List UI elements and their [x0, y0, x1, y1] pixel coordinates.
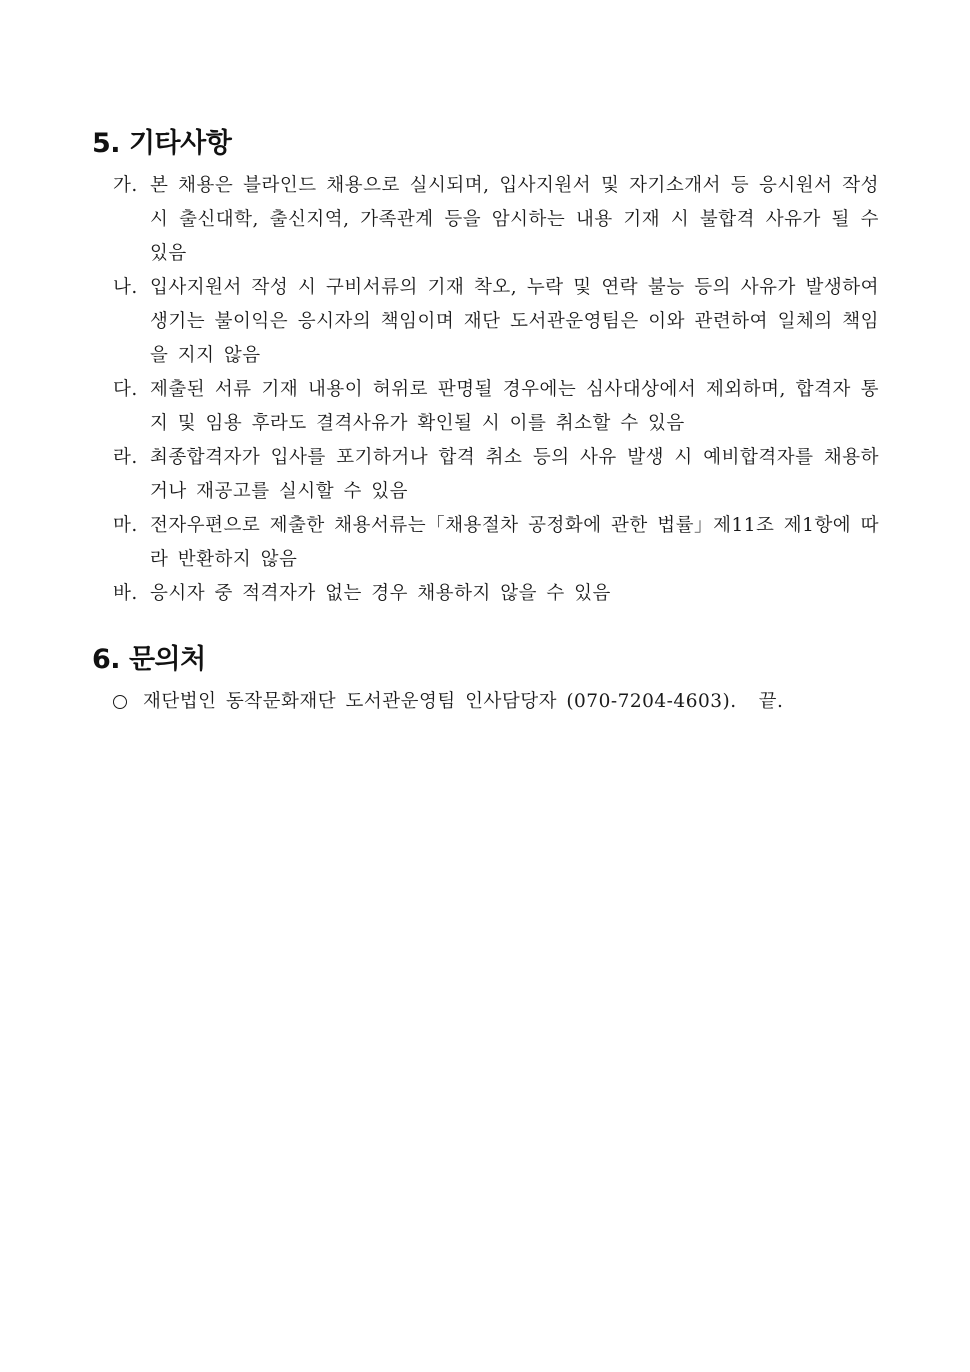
item-marker: 마.: [113, 515, 138, 536]
list-item: [113, 509, 879, 577]
item-marker: 다.: [113, 379, 138, 400]
item-text: 본 채용은 블라인드 채용으로 실시되며, 입사지원서 및 자기소개서 등 응시원서 작성 시 출신대학, 출신지역, 가족관계 등을 암시하는 내용 기재 시 불합격 사유가 될 수 있음: [150, 175, 879, 264]
section-heading: 5. 기타사항: [92, 128, 232, 159]
section-heading: 6. 문의처: [92, 644, 206, 675]
item-marker: 나.: [113, 277, 138, 298]
list-item: [113, 373, 879, 441]
item-text: 전자우편으로 제출한 채용서류는「채용절차 공정화에 관한 법률」제11조 제1항에 따라 반환하지 않음: [150, 515, 879, 570]
list-item: [113, 169, 879, 271]
item-marker: 라.: [113, 447, 138, 468]
list-item: [113, 441, 879, 509]
item-text: 제출된 서류 기재 내용이 허위로 판명될 경우에는 심사대상에서 제외하며, 합격자 통지 및 임용 후라도 결격사유가 확인될 시 이를 취소할 수 있음: [150, 379, 879, 434]
item-text: 입사지원서 작성 시 구비서류의 기재 착오, 누락 및 연락 불능 등의 사유가 발생하여 생기는 불이익은 응시자의 책임이며 재단 도서관운영팀은 이와 관련하여 일체의 책임을 지지 않음: [150, 277, 879, 366]
contact-text: 재단법인 동작문화재단 도서관운영팀 인사담당자 (070-7204-4603).: [143, 691, 737, 712]
list-item: [113, 577, 879, 611]
item-text: 응시자 중 적격자가 없는 경우 채용하지 않을 수 있음: [150, 583, 611, 604]
contact-line: [113, 685, 783, 719]
item-marker: 가.: [113, 175, 138, 196]
circle-bullet-icon: [113, 695, 127, 709]
list-item: [113, 271, 879, 373]
end-mark: 끝.: [758, 691, 784, 712]
item-list: [113, 169, 879, 611]
item-text: 최종합격자가 입사를 포기하거나 합격 취소 등의 사유 발생 시 예비합격자를 채용하거나 재공고를 실시할 수 있음: [150, 447, 879, 502]
item-marker: 바.: [113, 583, 138, 604]
